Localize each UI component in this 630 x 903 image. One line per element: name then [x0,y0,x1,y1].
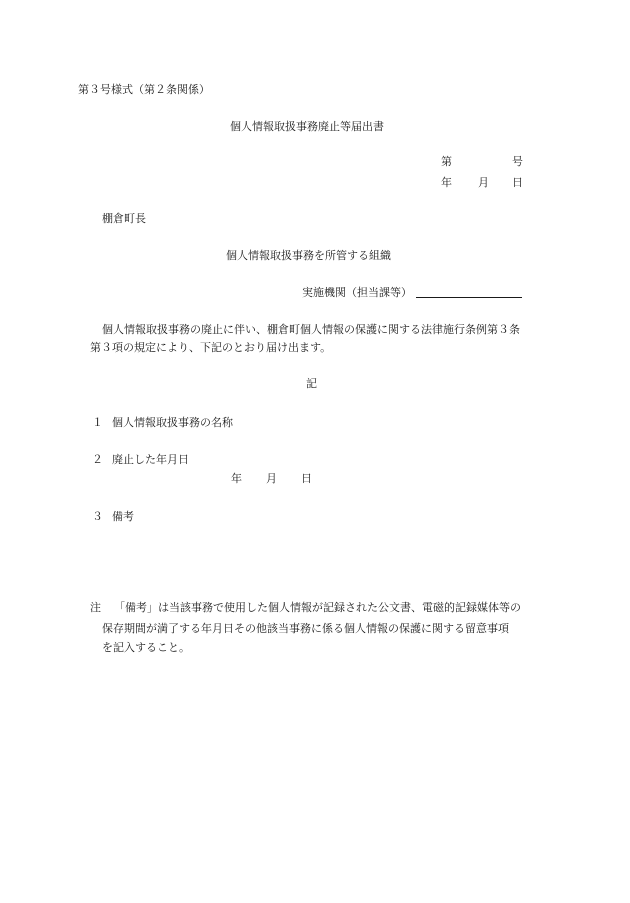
abolished-month: 月 [266,472,277,485]
addressee: 棚倉町長 [102,212,146,225]
note-line-3: を記入すること。 [102,641,190,654]
number-suffix: 号 [512,155,523,168]
item-number: ３ [92,510,103,523]
document-title: 個人情報取扱事務廃止等届出書 [230,120,384,133]
form-label: 第３号様式（第２条関係） [78,83,210,96]
date-year: 年 [441,176,452,189]
number-prefix: 第 [441,155,452,168]
agency-label: 実施機関（担当課等） [302,286,412,299]
item-label: 廃止した年月日 [112,453,189,466]
abolished-year: 年 [231,472,242,485]
body-text-line-2: 第３項の規定により、下記のとおり届け出ます。 [90,341,332,354]
body-text-line-1: 個人情報取扱事務の廃止に伴い、棚倉町個人情報の保護に関する法律施行条例第３条 [102,323,520,336]
item-label: 備考 [112,510,134,523]
organization-heading: 個人情報取扱事務を所管する組織 [226,249,391,262]
item-number: １ [92,416,103,429]
item-label: 個人情報取扱事務の名称 [112,416,233,429]
item-number: ２ [92,453,103,466]
date-day: 日 [512,176,523,189]
abolished-day: 日 [301,472,312,485]
note-label: 注 [90,601,101,614]
date-month: 月 [478,176,489,189]
agency-field-line[interactable] [416,297,522,298]
note-line-2: 保存期間が満了する年月日その他該当事務に係る個人情報の保護に関する留意事項 [102,622,509,635]
note-line-1: 「備考」は当該事務で使用した個人情報が記録された公文書、電磁的記録媒体等の [114,601,521,614]
ki-heading: 記 [306,377,317,390]
